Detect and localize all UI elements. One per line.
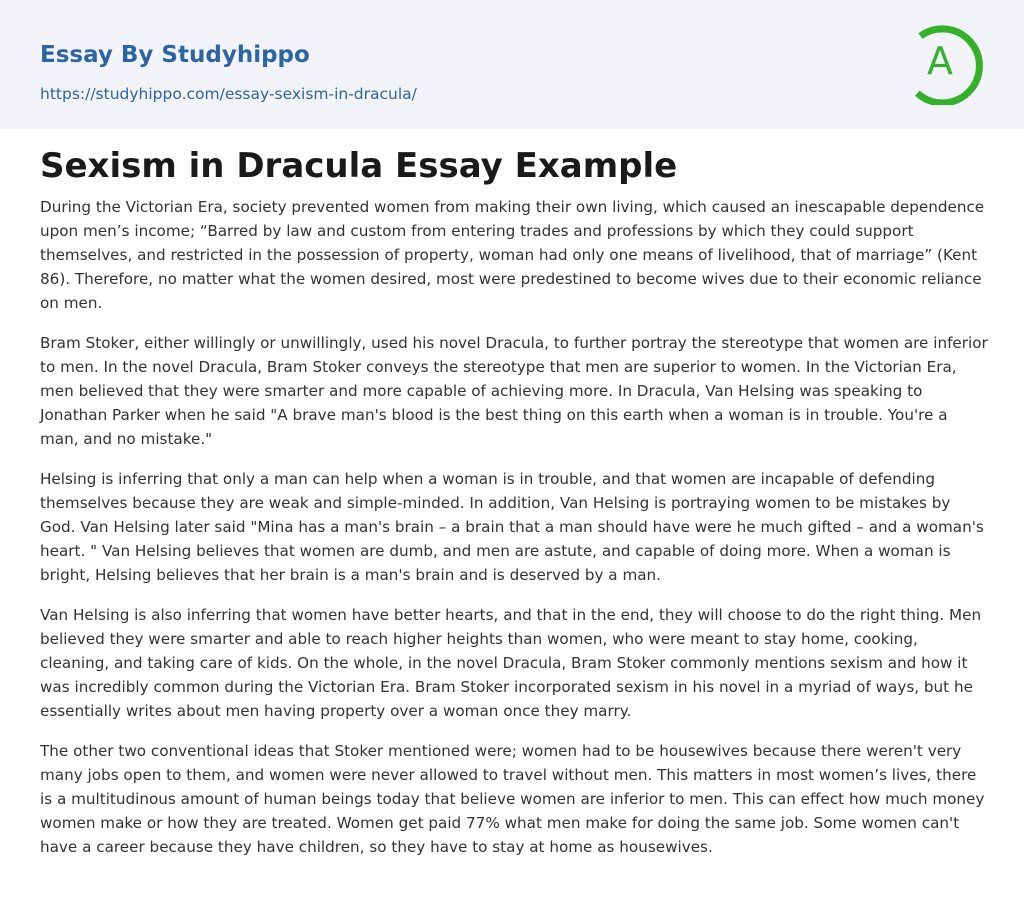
site-header [0,0,1024,129]
article-body [40,195,988,875]
article-paragraph: The other two conventional ideas that Stoker mentioned were; women had to be housewives because there weren't very many jobs open to them, and women were never allowed to travel without men. This matters in most women’s lives, there is a multitudinous amount of human beings today that believe women are inferior to men. This can effect how much money women make or how they are treated. Women get paid 77% what men make for doing the same job. Some women can't have a career because they have children, so they have to stay at home as housewives. [40,742,985,856]
logo-letter: A [927,39,953,83]
page-title: Sexism in Dracula Essay Example [40,146,678,186]
article-paragraph: Van Helsing is also inferring that women have better hearts, and that in the end, they will choose to do the right thing. Men believed they were smarter and able to reach higher heights than women, who were meant to stay home, cooking, cleaning, and taking care of kids. On the whole, in the novel Dracula, Bram Stoker commonly mentions sexism and how it was incredibly common during the Victorian Era. Bram Stoker incorporated sexism in his novel in a myriad of ways, but he essentially writes about men having property over a woman once they marry. [40,606,982,720]
article-paragraph: Bram Stoker, either willingly or unwillingly, used his novel Dracula, to further portray the stereotype that women are inferior to men. In the novel Dracula, Bram Stoker conveys the stereotype that men are superior to women. In the Victorian Era, men believed that they were smarter and more capable of achieving more. In Dracula, Van Helsing was speaking to Jonathan Parker when he said "A brave man's blood is the best thing on this earth when a woman is in trouble. You're a man, and no mistake." [40,334,988,448]
site-title[interactable]: Essay By Studyhippo [40,42,310,68]
studyhippo-logo-icon[interactable] [912,19,986,105]
article-paragraph: During the Victorian Era, society prevented women from making their own living, which caused an inescapable dependence upon men’s income; “Barred by law and custom from entering trades and professions by which they could support themselves, and restricted in the possession of property, woman had only one means of livelihood, that of marriage” (Kent 86). Therefore, no matter what the women desired, most were predestined to become wives due to their economic reliance on men. [40,198,985,312]
article-url-link[interactable]: https://studyhippo.com/essay-sexism-in-dracula/ [40,85,417,103]
article-paragraph: Helsing is inferring that only a man can help when a woman is in trouble, and that women are incapable of defending themselves because they are weak and simple-minded. In addition, Van Helsing is portraying women to be mistakes by God. Van Helsing later said "Mina has a man's brain – a brain that a man should have were he much gifted – and a woman's heart. " Van Helsing believes that women are dumb, and men are astute, and capable of doing more. When a woman is bright, Helsing believes that her brain is a man's brain and is deserved by a man. [40,470,984,584]
